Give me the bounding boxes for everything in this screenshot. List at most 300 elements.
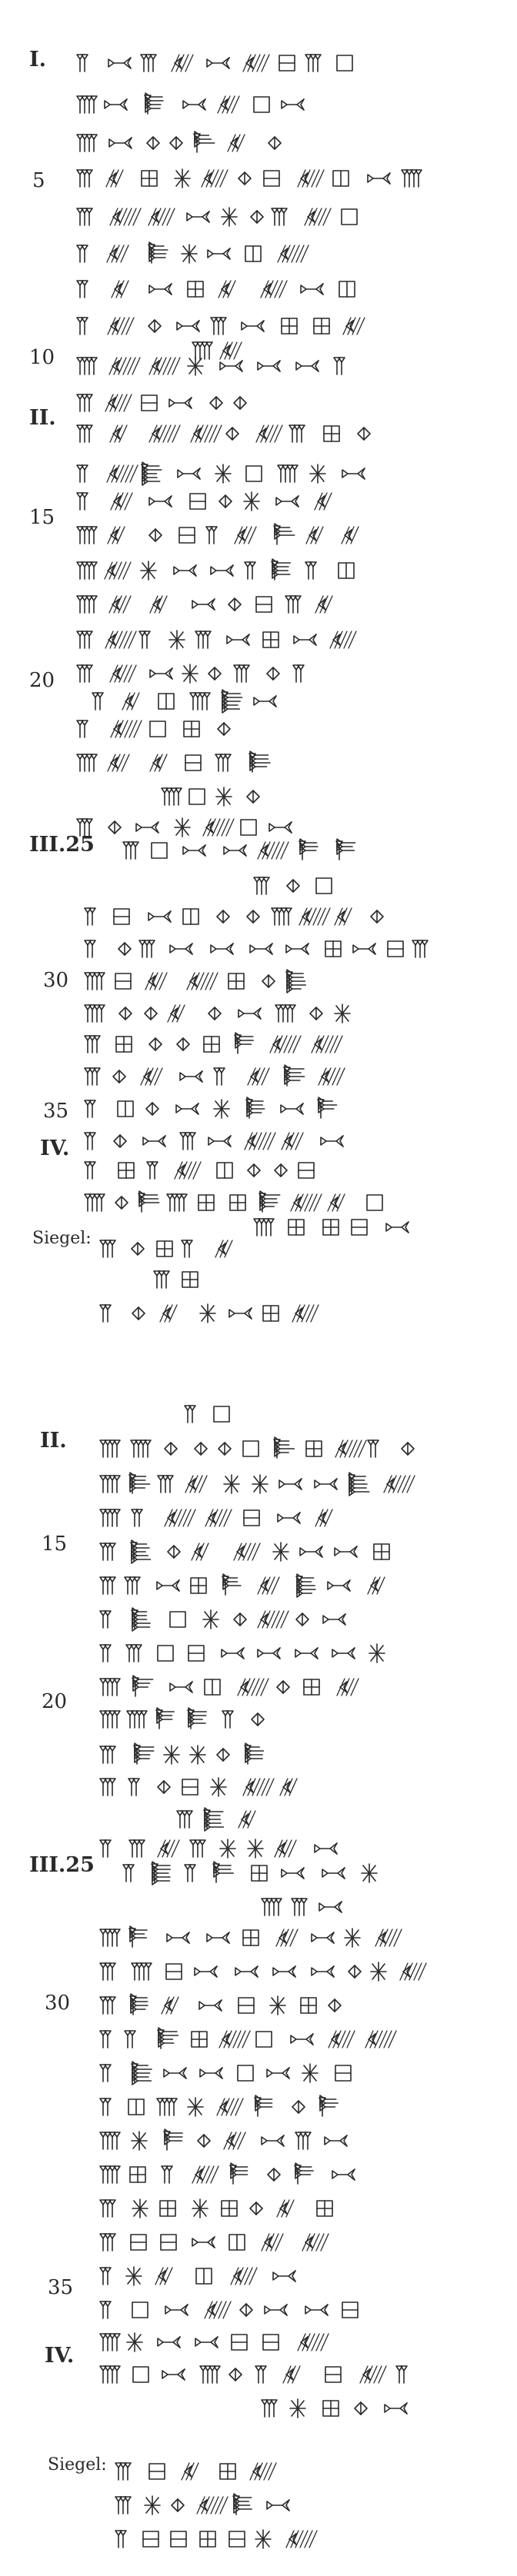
cuneiform-sign (191, 1578, 206, 1593)
cuneiform-sign (315, 493, 332, 510)
cuneiform-sign (276, 1929, 298, 1946)
cuneiform-sign (100, 1509, 120, 1526)
cuneiform-sign (194, 131, 215, 152)
cuneiform-sign (200, 2366, 220, 2383)
cuneiform-sign (190, 693, 210, 710)
cuneiform-line (77, 552, 385, 589)
cuneiform-line (185, 1396, 262, 1433)
cuneiform-sign (243, 1441, 258, 1456)
cuneiform-sign (256, 425, 282, 442)
cuneiform-sign (267, 2500, 289, 2511)
cuneiform-sign (222, 208, 237, 226)
cuneiform-sign (113, 1070, 125, 1083)
cuneiform-sign (368, 173, 390, 184)
cuneiform-sign (263, 632, 279, 647)
cuneiform-sign (147, 137, 159, 149)
cuneiform-sign (299, 908, 330, 925)
cuneiform-sign (371, 910, 383, 923)
cuneiform-sign (185, 755, 201, 770)
cuneiform-signs (77, 271, 362, 308)
cuneiform-line (100, 1567, 415, 1604)
cuneiform-line (100, 1499, 339, 1536)
cuneiform-sign (100, 2200, 115, 2217)
cuneiform-sign (77, 721, 88, 737)
cuneiform-sign (265, 2305, 287, 2315)
cuneiform-sign (402, 1443, 414, 1455)
cuneiform-sign (199, 2000, 222, 2011)
cuneiform-sign (192, 2032, 207, 2047)
cuneiform-sign (215, 1240, 232, 1257)
cuneiform-signs (100, 1466, 408, 1503)
cuneiform-sign (314, 318, 329, 334)
cuneiform-sign (250, 2463, 276, 2480)
cuneiform-sign (115, 2463, 131, 2480)
cuneiform-sign (158, 694, 174, 709)
cuneiform-signs (100, 2055, 377, 2092)
cuneiform-sign (252, 1865, 267, 1881)
cuneiform-sign (224, 2132, 245, 2149)
cuneiform-signs (100, 2021, 408, 2058)
cuneiform-line (123, 1855, 392, 1892)
cuneiform-sign (342, 209, 357, 225)
cuneiform-sign (269, 822, 292, 833)
cuneiform-sign (200, 2531, 215, 2547)
cuneiform-line (100, 1635, 392, 1672)
cuneiform-sign (349, 1965, 361, 1978)
cuneiform-signs (115, 2453, 269, 2490)
cuneiform-sign (167, 1932, 189, 1943)
cuneiform-sign (229, 2368, 242, 2381)
cuneiform-sign (139, 940, 155, 957)
cuneiform-line (77, 271, 362, 308)
cuneiform-sign (290, 2399, 305, 2418)
cuneiform-sign (289, 1220, 304, 1235)
cuneiform-sign (298, 2334, 329, 2351)
cuneiform-sign (128, 2099, 144, 2115)
cuneiform-sign (161, 2235, 176, 2250)
column-label-iii-25-copy: III.25 (29, 1853, 95, 1877)
cuneiform-sign (203, 1610, 218, 1629)
cuneiform-signs (100, 2324, 331, 2361)
cuneiform-sign (232, 2335, 247, 2350)
cuneiform-sign (305, 208, 331, 225)
cuneiform-sign (119, 1007, 132, 1020)
cuneiform-signs (154, 1261, 223, 1298)
cuneiform-sign (182, 2463, 198, 2480)
cuneiform-sign (100, 1240, 115, 1257)
cuneiform-signs (100, 2190, 346, 2227)
cuneiform-sign (262, 975, 275, 987)
cuneiform-sign (192, 2166, 218, 2183)
column-label-ii-copy: II. (40, 1429, 67, 1453)
cuneiform-sign (222, 690, 242, 713)
cuneiform-sign (118, 1101, 133, 1117)
cuneiform-sign (187, 973, 218, 990)
cuneiform-sign (108, 318, 134, 334)
cuneiform-sign (249, 751, 270, 772)
cuneiform-sign (123, 1865, 134, 1882)
cuneiform-sign (263, 2335, 279, 2350)
cuneiform-sign (329, 1999, 341, 2012)
cuneiform-line (100, 1736, 269, 1773)
cuneiform-sign (262, 2135, 284, 2146)
cuneiform-sign (247, 790, 259, 803)
cuneiform-line (77, 125, 308, 161)
line-number-35-copy: 35 (48, 2276, 74, 2299)
cuneiform-sign (118, 943, 131, 955)
cuneiform-signs (77, 348, 354, 384)
cuneiform-sign (165, 2305, 188, 2315)
cuneiform-signs (115, 2487, 285, 2524)
cuneiform-sign (245, 1133, 275, 1150)
cuneiform-sign (110, 425, 127, 442)
cuneiform-sign (157, 1580, 179, 1591)
cuneiform-sign (323, 1220, 339, 1235)
cuneiform-sign (275, 1005, 295, 1022)
cuneiform-sign (108, 527, 125, 544)
cuneiform-line (77, 45, 369, 82)
cuneiform-sign (100, 1963, 115, 1980)
cuneiform-sign (284, 1065, 305, 1086)
cuneiform-sign (315, 1843, 337, 1854)
cuneiform-sign (85, 908, 95, 925)
cuneiform-sign (282, 318, 297, 334)
cuneiform-sign (256, 2032, 272, 2047)
cuneiform-sign (165, 1509, 195, 1526)
column-label-ii: II. (29, 406, 56, 430)
cuneiform-sign (299, 1163, 314, 1178)
cuneiform-sign (85, 1005, 105, 1022)
cuneiform-sign (192, 2237, 215, 2248)
cuneiform-sign (132, 1963, 152, 1980)
cuneiform-sign (141, 561, 156, 580)
cuneiform-sign (126, 1645, 142, 1662)
cuneiform-sign (133, 2367, 148, 2382)
cuneiform-signs (185, 1396, 262, 1433)
cuneiform-sign (188, 1708, 206, 1729)
cuneiform-sign (282, 1868, 304, 1879)
cuneiform-sign (160, 1305, 177, 1322)
cuneiform-signs (77, 86, 308, 123)
cuneiform-sign (171, 2531, 186, 2547)
cuneiform-sign (235, 1033, 253, 1053)
cuneiform-sign (100, 1840, 111, 1857)
cuneiform-sign (243, 1779, 274, 1796)
line-number-35: 35 (43, 1100, 69, 1123)
cuneiform-sign (322, 1868, 345, 1879)
cuneiform-sign (108, 58, 131, 68)
cuneiform-sign (168, 1546, 180, 1558)
cuneiform-sign (240, 2304, 252, 2316)
cuneiform-sign (100, 1929, 120, 1946)
cuneiform-sign (333, 171, 349, 186)
cuneiform-sign (157, 2098, 177, 2115)
cuneiform-sign (77, 170, 92, 187)
cuneiform-sign (325, 2367, 341, 2382)
cuneiform-line (100, 2156, 377, 2193)
cuneiform-sign (106, 170, 123, 187)
cuneiform-sign (77, 135, 97, 151)
cuneiform-sign (100, 2301, 111, 2318)
cuneiform-sign (254, 696, 276, 707)
cuneiform-sign (235, 1966, 258, 1977)
cuneiform-sign (272, 208, 287, 225)
cuneiform-sign (126, 2267, 142, 2285)
cuneiform-sign (100, 1440, 120, 1457)
cuneiform-sign (100, 2234, 115, 2251)
cuneiform-sign (125, 2031, 135, 2048)
cuneiform-sign (155, 2268, 172, 2285)
cuneiform-sign (258, 1577, 279, 1594)
cuneiform-sign (335, 1004, 350, 1023)
cuneiform-signs (77, 415, 385, 452)
cuneiform-sign (168, 1005, 185, 1022)
cuneiform-sign (158, 2337, 180, 2348)
line-number-15: 15 (29, 506, 55, 529)
cuneiform-line (77, 586, 339, 623)
cuneiform-signs (100, 2291, 377, 2328)
cuneiform-sign (244, 492, 259, 511)
cuneiform-sign (158, 1476, 173, 1493)
cuneiform-sign (188, 281, 203, 297)
cuneiform-sign (77, 281, 88, 298)
cuneiform-sign (169, 398, 192, 408)
cuneiform-sign (293, 665, 304, 682)
cuneiform-sign (105, 562, 131, 579)
cuneiform-sign (245, 562, 255, 579)
column-label-iv-copy: IV. (45, 2344, 75, 2368)
cuneiform-sign (315, 1509, 332, 1526)
cuneiform-sign (342, 527, 359, 544)
cuneiform-signs (85, 1152, 315, 1189)
cuneiform-sign (85, 940, 95, 957)
cuneiform-sign (323, 1614, 345, 1625)
cuneiform-sign (132, 1307, 145, 1320)
cuneiform-sign (210, 397, 222, 409)
cuneiform-sign (335, 1440, 366, 1457)
cuneiform-sign (231, 2268, 257, 2285)
cuneiform-signs (100, 2156, 377, 2193)
cuneiform-signs (100, 1635, 392, 1672)
cuneiform-signs (85, 1058, 354, 1095)
cuneiform-sign (85, 1194, 105, 1211)
cuneiform-sign (100, 2065, 111, 2082)
cuneiform-sign (222, 1648, 244, 1659)
cuneiform-line (85, 898, 392, 935)
cuneiform-signs (85, 1090, 346, 1127)
cuneiform-sign (278, 245, 309, 262)
cuneiform-signs (100, 2356, 423, 2393)
cuneiform-sign (258, 361, 280, 371)
cuneiform-sign (145, 2496, 160, 2514)
cuneiform-sign (77, 665, 92, 682)
cuneiform-sign (235, 527, 256, 544)
cuneiform-sign (280, 1779, 297, 1796)
cuneiform-line (77, 160, 439, 197)
cuneiform-sign (204, 1037, 219, 1052)
cuneiform-sign (198, 1195, 214, 1210)
cuneiform-sign (77, 318, 88, 334)
cuneiform-sign (292, 1899, 307, 1915)
cuneiform-sign (339, 281, 355, 297)
cuneiform-sign (145, 973, 167, 990)
cuneiform-sign (335, 908, 352, 925)
cuneiform-sign (234, 1543, 260, 1560)
cuneiform-sign (243, 55, 269, 72)
line-number-20: 20 (29, 669, 55, 692)
cuneiform-sign (162, 2166, 172, 2183)
cuneiform-sign (245, 246, 261, 261)
cuneiform-sign (218, 96, 239, 113)
cuneiform-line (115, 2521, 339, 2558)
cuneiform-sign (179, 528, 195, 543)
cuneiform-sign (312, 1036, 342, 1053)
cuneiform-signs (100, 1987, 346, 2024)
cuneiform-sign (245, 1743, 263, 1764)
cuneiform-sign (100, 1679, 120, 1696)
cuneiform-sign (279, 55, 295, 71)
cuneiform-sign (222, 2201, 237, 2216)
cuneiform-sign (219, 2031, 250, 2048)
cuneiform-sign (273, 1966, 295, 1977)
cuneiform-sign (214, 1406, 229, 1422)
cuneiform-sign (77, 596, 97, 613)
cuneiform-sign (170, 137, 182, 149)
cuneiform-signs (77, 198, 362, 235)
cuneiform-sign (77, 425, 92, 442)
cuneiform-sign (184, 721, 199, 737)
cuneiform-signs (254, 1209, 408, 1246)
cuneiform-line (100, 2055, 377, 2092)
cuneiform-sign (286, 944, 309, 954)
cuneiform-line (100, 2356, 423, 2393)
cuneiform-sign (319, 2095, 338, 2116)
cuneiform-sign (310, 1007, 322, 1020)
cuneiform-signs (123, 1855, 392, 1892)
cuneiform-line (100, 2224, 354, 2261)
cuneiform-line (100, 2291, 377, 2328)
cuneiform-sign (321, 1136, 343, 1147)
cuneiform-sign (301, 284, 323, 295)
cuneiform-sign (238, 1008, 261, 1019)
cuneiform-sign (269, 137, 281, 149)
cuneiform-sign (222, 1711, 233, 1728)
cuneiform-sign (111, 493, 132, 510)
cuneiform-sign (172, 2499, 184, 2511)
cuneiform-signs (77, 586, 339, 623)
cuneiform-sign (258, 1648, 280, 1659)
cuneiform-sign (208, 1007, 221, 1020)
cuneiform-signs (100, 1295, 346, 1332)
cuneiform-line (100, 2258, 315, 2295)
cuneiform-sign (195, 1443, 207, 1455)
cuneiform-signs (100, 2258, 315, 2295)
cuneiform-sign (114, 909, 129, 924)
cuneiform-sign (138, 1191, 159, 1212)
cuneiform-sign (77, 493, 88, 510)
cuneiform-sign (291, 2034, 313, 2045)
cuneiform-sign (219, 495, 232, 508)
cuneiform-line (100, 1466, 408, 1503)
cuneiform-sign (214, 1068, 225, 1085)
cuneiform-signs (77, 552, 385, 589)
cuneiform-line (77, 348, 354, 384)
column-label-iii-25: III.25 (29, 833, 95, 857)
cuneiform-sign (254, 1219, 274, 1236)
cuneiform-sign (100, 1997, 115, 2014)
cuneiform-sign (248, 1164, 260, 1177)
cuneiform-sign (374, 1544, 389, 1559)
line-number-5: 5 (32, 169, 45, 192)
cuneiform-sign (298, 170, 324, 187)
cuneiform-sign (302, 2234, 329, 2251)
cuneiform-sign (400, 1963, 426, 1980)
cuneiform-sign (278, 465, 298, 482)
cuneiform-sign (248, 1068, 269, 1085)
cuneiform-sign (228, 973, 244, 989)
cuneiform-sign (233, 2494, 252, 2514)
cuneiform-signs (100, 1701, 285, 1738)
cuneiform-sign (396, 2366, 407, 2383)
cuneiform-line (100, 1430, 423, 1467)
cuneiform-sign (150, 754, 167, 771)
cuneiform-sign (229, 2235, 245, 2250)
cuneiform-sign (369, 1644, 385, 1662)
cuneiform-sign (306, 527, 323, 544)
cuneiform-sign (270, 1996, 285, 2015)
cuneiform-sign (276, 496, 299, 507)
line-number-10: 10 (29, 346, 55, 369)
cuneiform-sign (105, 394, 132, 411)
cuneiform-sign (174, 565, 196, 576)
cuneiform-sign (131, 1440, 151, 1457)
cuneiform-sign (332, 2169, 355, 2180)
cuneiform-sign (262, 1899, 282, 1915)
cuneiform-sign (318, 1097, 336, 1118)
cuneiform-line (100, 1295, 346, 1332)
cuneiform-sign (141, 55, 156, 72)
cuneiform-signs (77, 125, 308, 161)
cuneiform-sign (211, 944, 233, 954)
cuneiform-sign (275, 1164, 287, 1177)
cuneiform-sign (149, 496, 172, 507)
cuneiform-sign (329, 2031, 355, 2048)
cuneiform-sign (100, 1476, 120, 1493)
cuneiform-sign (386, 1222, 409, 1233)
cuneiform-line (100, 2122, 362, 2159)
cuneiform-sign (162, 2369, 185, 2380)
cuneiform-sign (132, 1243, 144, 1255)
cuneiform-sign (226, 428, 238, 440)
cuneiform-sign (234, 397, 246, 409)
cuneiform-sign (178, 468, 200, 479)
cuneiform-sign (216, 787, 232, 806)
seal-label-copy: Siegel: (48, 2455, 107, 2474)
cuneiform-sign (228, 135, 245, 151)
cuneiform-signs (85, 930, 439, 967)
cuneiform-sign (142, 171, 157, 186)
cuneiform-sign (238, 1998, 254, 2013)
cuneiform-sign (150, 596, 167, 613)
cuneiform-sign (177, 1038, 189, 1050)
cuneiform-sign (77, 208, 92, 225)
cuneiform-sign (195, 1966, 217, 1977)
cuneiform-sign (154, 1271, 169, 1288)
cuneiform-sign (77, 754, 97, 771)
cuneiform-sign (162, 788, 182, 805)
cuneiform-sign (238, 1679, 269, 1696)
cuneiform-sign (100, 1779, 115, 1796)
